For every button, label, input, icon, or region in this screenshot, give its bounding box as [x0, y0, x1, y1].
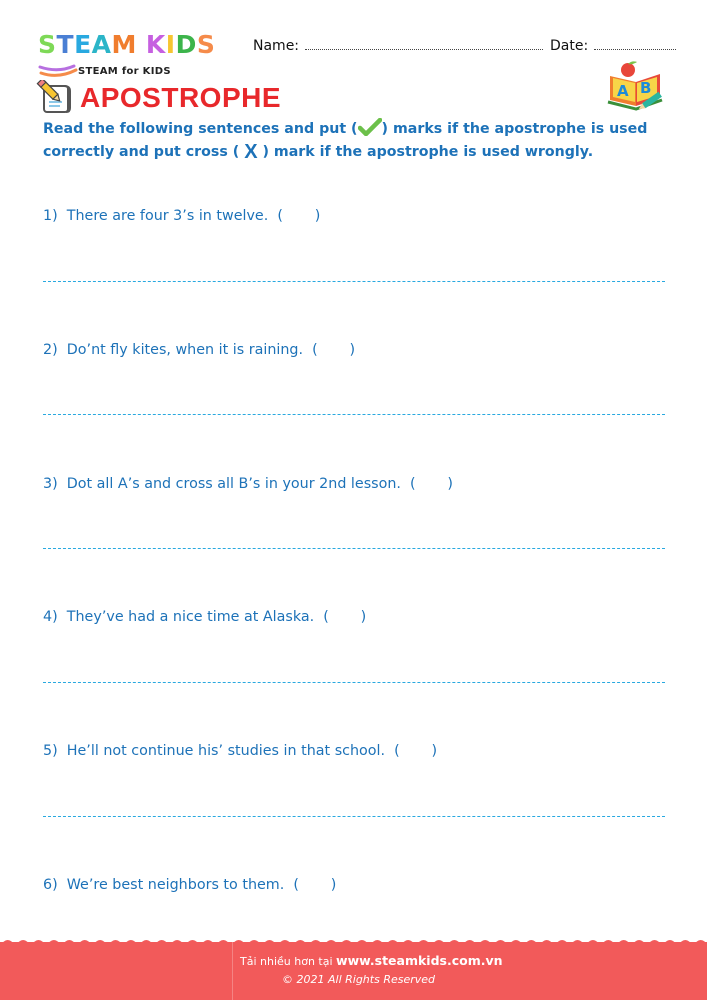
answer-line-4[interactable] — [43, 682, 665, 683]
footer — [0, 942, 707, 1000]
logo-letter: D — [175, 30, 197, 59]
logo-letter: K — [145, 30, 166, 59]
name-label: Name: — [253, 38, 300, 54]
answer-line-3[interactable] — [43, 548, 665, 549]
logo-letter: E — [74, 30, 92, 59]
svg-text:A: A — [617, 82, 629, 100]
logo-wordmark — [38, 30, 215, 60]
logo-letter: A — [91, 30, 112, 59]
instruction-text-3: ) mark if the apostrophe is used wrongly. — [262, 144, 594, 160]
worksheet-title: APOSTROPHE — [80, 82, 282, 113]
question-5: 5) He’ll not continue his’ studies in that school. ( ) — [43, 743, 438, 759]
checkmark-icon — [358, 118, 382, 136]
abc-book-icon — [606, 60, 666, 112]
name-field[interactable] — [253, 38, 543, 54]
date-input-line[interactable] — [594, 38, 676, 50]
answer-line-5[interactable] — [43, 816, 665, 817]
instructions — [43, 118, 683, 164]
date-label: Date: — [550, 38, 589, 54]
instruction-text-1: Read the following sentences and put ( — [43, 121, 358, 137]
question-6: 6) We’re best neighbors to them. ( ) — [43, 877, 337, 893]
date-field[interactable] — [550, 38, 676, 54]
footer-website-link[interactable]: www.steamkids.com.vn — [336, 953, 503, 968]
question-3: 3) Dot all A’s and cross all B’s in your 2nd lesson. ( ) — [43, 476, 454, 492]
logo-letter: T — [56, 30, 75, 59]
instruction-text-2: ) marks if the apostrophe is used correctly and put cross ( — [43, 121, 648, 160]
logo-letter: I — [165, 30, 176, 59]
logo-subtitle: STEAM for KIDS — [78, 66, 171, 77]
question-1: 1) There are four 3’s in twelve. ( ) — [43, 208, 321, 224]
logo-letter: M — [111, 30, 137, 59]
smile-icon — [38, 64, 78, 78]
question-2: 2) Do’nt fly kites, when it is raining. ( ) — [43, 342, 356, 358]
pencil-paper-icon — [36, 80, 74, 114]
answer-line-2[interactable] — [43, 414, 665, 415]
answer-line-1[interactable] — [43, 281, 665, 282]
logo-letter: S — [38, 30, 57, 59]
footer-divider — [232, 942, 233, 1000]
svg-text:B: B — [640, 79, 652, 97]
cross-icon: X — [244, 141, 258, 163]
logo-letter: S — [196, 30, 216, 59]
name-input-line[interactable] — [305, 38, 543, 50]
footer-prefix: Tải nhiều hơn tại — [240, 955, 337, 968]
steam-kids-logo — [38, 30, 238, 75]
question-4: 4) They’ve had a nice time at Alaska. ( ) — [43, 609, 367, 625]
footer-download-text — [240, 953, 503, 968]
footer-copyright: © 2021 All Rights Reserved — [282, 973, 436, 986]
